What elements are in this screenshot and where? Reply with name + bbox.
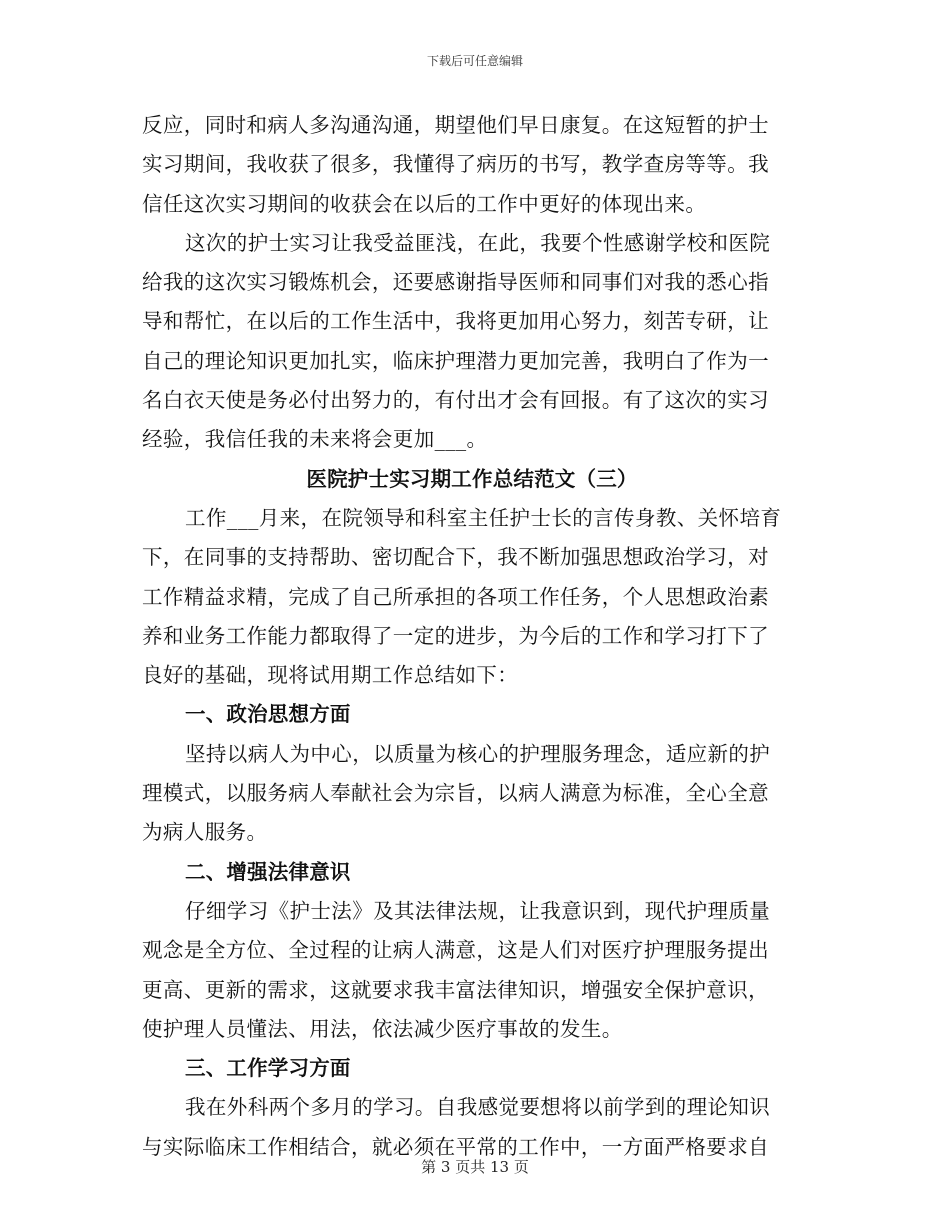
subsection-heading: 三、工作学习方面 (185, 1056, 351, 1081)
body-line: 养和业务工作能力都取得了一定的进步，为今后的工作和学习打下了 (142, 623, 769, 648)
document-body (142, 106, 802, 1167)
body-line: 理模式，以服务病人奉献社会为宗旨，以病人满意为标准，全心全意 (142, 781, 769, 806)
body-line: 良好的基础，现将试用期工作总结如下： (142, 663, 519, 688)
body-line: 坚持以病人为中心，以质量为核心的护理服务理念，适应新的护 (185, 741, 771, 766)
body-line: 给我的这次实习锻炼机会，还要感谢指导医师和同事们对我的悉心指 (142, 270, 769, 295)
body-line: 导和帮忙，在以后的工作生活中，我将更加用心努力，刻苦专研，让 (142, 309, 769, 334)
body-line: 更高、更新的需求，这就要求我丰富法律知识，增强安全保护意识， (142, 977, 769, 1002)
body-line: 下，在同事的支持帮助、密切配合下，我不断加强思想政治学习，对 (142, 545, 769, 570)
body-line: 工作___月来，在院领导和科室主任护士长的言传身教、关怀培育 (185, 505, 782, 530)
body-line: 与实际临床工作相结合，就必须在平常的工作中，一方面严格要求自 (142, 1134, 769, 1159)
body-line: 使护理人员懂法、用法，依法减少医疗事故的发生。 (142, 1016, 623, 1041)
body-line: 仔细学习《护士法》及其法律法规，让我意识到，现代护理质量 (185, 898, 771, 923)
body-line: 观念是全方位、全过程的让病人满意，这是人们对医疗护理服务提出 (142, 938, 769, 963)
body-line: 我在外科两个多月的学习。自我感觉要想将以前学到的理论知识 (185, 1095, 771, 1120)
body-line: 实习期间，我收获了很多，我懂得了病历的书写，教学查房等等。我 (142, 152, 769, 177)
body-line: 工作精益求精，完成了自己所承担的各项工作任务，个人思想政治素 (142, 584, 769, 609)
subsection-heading: 二、增强法律意识 (185, 859, 351, 884)
body-line: 为病人服务。 (142, 820, 268, 845)
page-header: 下载后可任意编辑 (426, 54, 523, 68)
body-line: 名白衣天使是务必付出努力的，有付出才会有回报。有了这次的实习 (142, 388, 769, 413)
subsection-heading: 一、政治思想方面 (185, 702, 351, 727)
body-line: 自己的理论知识更加扎实，临床护理潜力更加完善，我明白了作为一 (142, 348, 769, 373)
section-title: 医院护士实习期工作总结范文（三） (306, 466, 638, 491)
body-line: 信任这次实习期间的收获会在以后的工作中更好的体现出来。 (142, 191, 707, 216)
body-line: 这次的护士实习让我受益匪浅，在此，我要个性感谢学校和医院 (185, 230, 771, 255)
body-line: 经验，我信任我的未来将会更加___。 (142, 427, 488, 452)
body-line: 反应，同时和病人多沟通沟通，期望他们早日康复。在这短暂的护士 (142, 113, 769, 137)
page-footer: 第 3 页共 13 页 (421, 1158, 529, 1176)
